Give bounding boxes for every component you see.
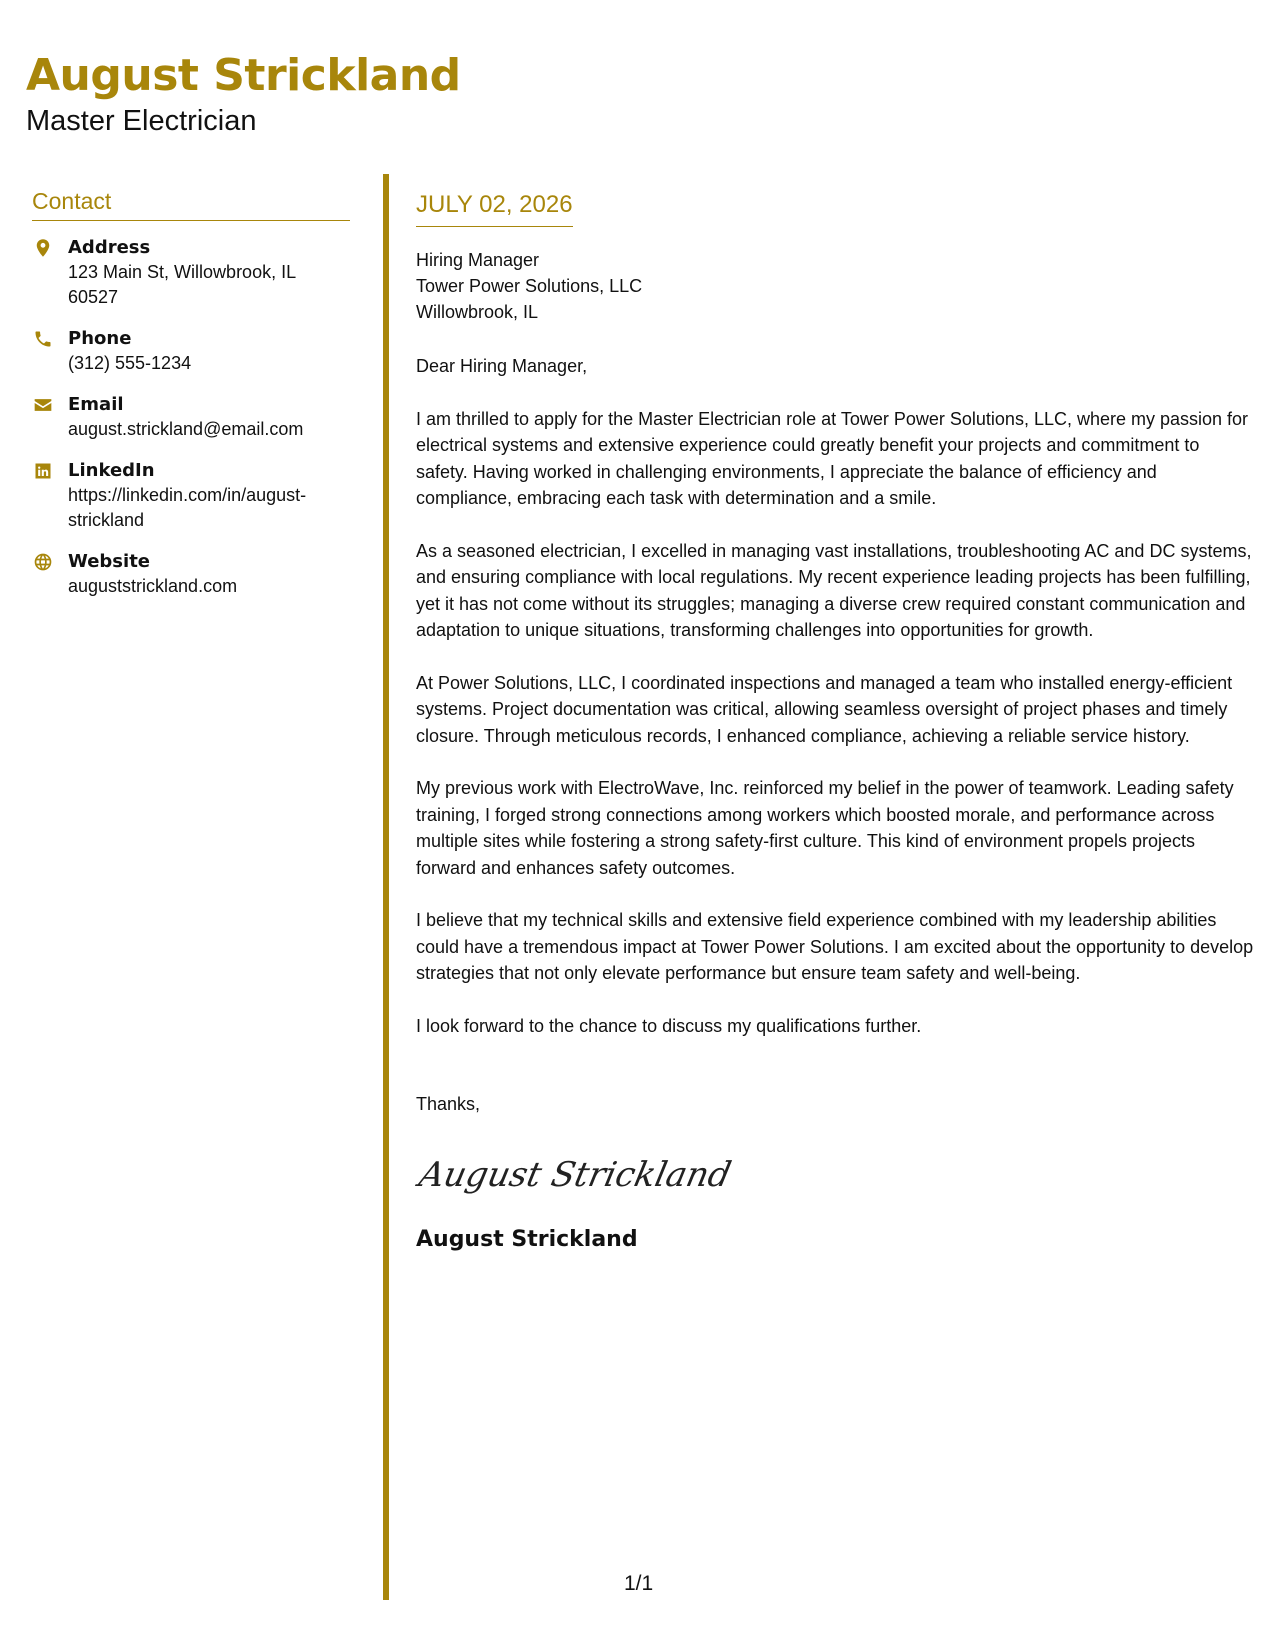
paragraph: My previous work with ElectroWave, Inc. reinforced my belief in the power of teamwork. Leading safety training, I forged strong connections among workers which boosted morale, and performance across multiple sites while fostering a strong safety-first culture. This kind of environment propels projects forward and enhances safety outcomes. xyxy=(416,778,1234,878)
phone-label: Phone xyxy=(68,328,132,349)
vertical-divider xyxy=(383,174,389,1600)
applicant-name: August Strickland xyxy=(26,50,461,101)
contact-sidebar xyxy=(32,188,350,615)
handwritten-signature xyxy=(415,1146,735,1202)
greeting: Dear Hiring Manager, xyxy=(416,356,588,376)
envelope-icon xyxy=(32,395,54,417)
signature-text: August Strickland xyxy=(415,1154,735,1195)
website-value: auguststrickland.com xyxy=(68,576,238,596)
linkedin-value: https://linkedin.com/in/august-strickland xyxy=(68,485,307,530)
recipient-block xyxy=(416,247,1256,325)
email-value: august.strickland@email.com xyxy=(68,419,304,439)
website-label: Website xyxy=(68,551,151,572)
paragraph: I believe that my technical skills and extensive field experience combined with my leadership abilities could have a tremendous impact at Tower Power Solutions. I am excited about the opportunity to develop strategies that not only elevate performance but ensure team safety and well-being. xyxy=(416,910,1254,983)
recipient-line: Tower Power Solutions, LLC xyxy=(416,276,643,296)
contact-website xyxy=(32,549,350,599)
linkedin-label: LinkedIn xyxy=(68,460,155,481)
paragraph: I look forward to the chance to discuss my qualifications further. xyxy=(416,1015,922,1036)
address-value: 123 Main St, Willowbrook, IL 60527 xyxy=(68,262,296,307)
paragraph: At Power Solutions, LLC, I coordinated inspections and managed a team who installed energy-efficient systems. Project documentation was critical, allowing seamless oversight of project phases and timely closure. Through meticulous records, I enhanced compliance, achieving a reliable service history. xyxy=(416,672,1233,746)
contact-list xyxy=(32,235,350,599)
email-label: Email xyxy=(68,394,124,415)
page-number: 1/1 xyxy=(624,1572,654,1595)
letter-date-block xyxy=(416,190,573,227)
header xyxy=(26,48,461,138)
contact-linkedin xyxy=(32,458,350,533)
contact-address xyxy=(32,235,350,310)
closing: Thanks, xyxy=(416,1094,481,1114)
paragraph: As a seasoned electrician, I excelled in managing vast installations, troubleshooting AC and DC systems, and ensuring compliance with local regulations. My recent experience leading projects has been fulfilling, yet it has not come without its struggles; managing a diverse crew required constant communication and adaptation to unique situations, transforming challenges into opportunities for growth. xyxy=(416,540,1252,640)
contact-heading: Contact xyxy=(32,188,350,221)
letter-date: JULY 02, 2026 xyxy=(416,191,573,218)
phone-value: (312) 555-1234 xyxy=(68,353,192,373)
linkedin-icon xyxy=(32,461,54,483)
recipient-line: Willowbrook, IL xyxy=(416,302,539,322)
contact-email xyxy=(32,392,350,442)
signer-name: August Strickland xyxy=(416,1226,638,1252)
letter-body xyxy=(416,190,1256,1254)
globe-icon xyxy=(32,552,54,574)
address-label: Address xyxy=(68,237,151,258)
map-pin-icon xyxy=(32,238,54,260)
contact-phone xyxy=(32,326,350,376)
job-title: Master Electrician xyxy=(26,105,257,137)
phone-icon xyxy=(32,329,54,351)
paragraph: I am thrilled to apply for the Master Electrician role at Tower Power Solutions, LLC, where my passion for electrical systems and extensive experience could greatly benefit your projects and commitment to safety. Having worked in challenging environments, I appreciate the balance of efficiency and compliance, embracing each task with determination and a smile. xyxy=(416,408,1249,508)
recipient-line: Hiring Manager xyxy=(416,250,540,270)
